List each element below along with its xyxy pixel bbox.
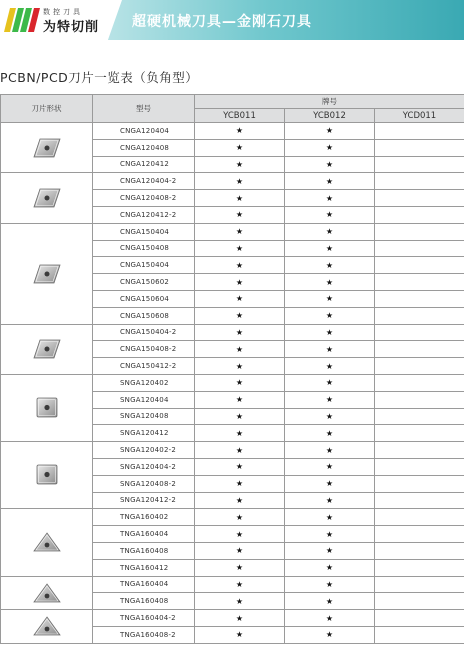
rhombic-80-insert-icon xyxy=(32,263,62,285)
triangle-insert-icon xyxy=(32,531,62,553)
grade-cell-ycd011 xyxy=(375,374,464,391)
grade-cell-ycb012: ★ xyxy=(285,139,375,156)
grade-cell-ycb011: ★ xyxy=(195,509,285,526)
insert-shape-cell xyxy=(1,123,93,173)
grade-cell-ycd011 xyxy=(375,240,464,257)
grade-cell-ycd011 xyxy=(375,206,464,223)
model-cell: SNGA120404-2 xyxy=(93,458,195,475)
grade-cell-ycb012: ★ xyxy=(285,610,375,627)
rhombic-80-insert-icon xyxy=(32,187,62,209)
grade-cell-ycd011 xyxy=(375,542,464,559)
grade-cell-ycd011 xyxy=(375,290,464,307)
model-cell: CNGA120404-2 xyxy=(93,173,195,190)
grade-cell-ycb012: ★ xyxy=(285,391,375,408)
table-row xyxy=(1,442,464,459)
grade-cell-ycb012: ★ xyxy=(285,223,375,240)
insert-shape-cell xyxy=(1,324,93,374)
grade-cell-ycd011 xyxy=(375,307,464,324)
grade-cell-ycb011: ★ xyxy=(195,290,285,307)
logo-brand-name: 为特切削 xyxy=(43,20,100,35)
grade-cell-ycd011 xyxy=(375,156,464,173)
header-grade-ycb012: YCB012 xyxy=(285,109,375,123)
model-cell: CNGA150404-2 xyxy=(93,324,195,341)
grade-cell-ycb011: ★ xyxy=(195,123,285,140)
grade-cell-ycd011 xyxy=(375,358,464,375)
table-row xyxy=(1,576,464,593)
grade-cell-ycd011 xyxy=(375,526,464,543)
grade-cell-ycb012: ★ xyxy=(285,240,375,257)
grade-cell-ycb012: ★ xyxy=(285,358,375,375)
grade-cell-ycb011: ★ xyxy=(195,257,285,274)
grade-cell-ycd011 xyxy=(375,458,464,475)
grade-cell-ycb011: ★ xyxy=(195,324,285,341)
insert-shape-cell xyxy=(1,442,93,509)
grade-cell-ycd011 xyxy=(375,274,464,291)
model-cell: SNGA120402 xyxy=(93,374,195,391)
grade-cell-ycd011 xyxy=(375,341,464,358)
insert-shape-cell xyxy=(1,223,93,324)
insert-shape-cell xyxy=(1,173,93,223)
grade-cell-ycb011: ★ xyxy=(195,240,285,257)
grade-cell-ycb012: ★ xyxy=(285,206,375,223)
model-cell: SNGA120404 xyxy=(93,391,195,408)
grade-cell-ycd011 xyxy=(375,223,464,240)
grade-cell-ycd011 xyxy=(375,442,464,459)
grade-cell-ycb012: ★ xyxy=(285,173,375,190)
model-cell: TNGA160404 xyxy=(93,526,195,543)
model-cell: CNGA150404 xyxy=(93,257,195,274)
grade-cell-ycd011 xyxy=(375,190,464,207)
model-cell: CNGA150404 xyxy=(93,223,195,240)
grade-cell-ycb011: ★ xyxy=(195,391,285,408)
grade-cell-ycb011: ★ xyxy=(195,173,285,190)
table-row xyxy=(1,223,464,240)
grade-cell-ycd011 xyxy=(375,425,464,442)
table-row xyxy=(1,374,464,391)
header-grade-ycd011: YCD011 xyxy=(375,109,464,123)
grade-cell-ycd011 xyxy=(375,610,464,627)
square-insert-icon xyxy=(34,396,60,420)
model-cell: SNGA120412-2 xyxy=(93,492,195,509)
grade-cell-ycb011: ★ xyxy=(195,576,285,593)
grade-cell-ycb012: ★ xyxy=(285,190,375,207)
model-cell: CNGA150408-2 xyxy=(93,341,195,358)
grade-cell-ycd011 xyxy=(375,492,464,509)
grade-cell-ycb012: ★ xyxy=(285,442,375,459)
square-insert-icon xyxy=(34,463,60,487)
grade-cell-ycb011: ★ xyxy=(195,492,285,509)
grade-cell-ycb011: ★ xyxy=(195,139,285,156)
grade-cell-ycb011: ★ xyxy=(195,593,285,610)
grade-cell-ycd011 xyxy=(375,576,464,593)
model-cell: SNGA120408-2 xyxy=(93,475,195,492)
grade-cell-ycb012: ★ xyxy=(285,526,375,543)
grade-cell-ycb012: ★ xyxy=(285,542,375,559)
grade-cell-ycd011 xyxy=(375,475,464,492)
grade-cell-ycb011: ★ xyxy=(195,626,285,643)
grade-cell-ycb012: ★ xyxy=(285,475,375,492)
grade-cell-ycb011: ★ xyxy=(195,223,285,240)
model-cell: TNGA160404 xyxy=(93,576,195,593)
grade-cell-ycb012: ★ xyxy=(285,509,375,526)
grade-cell-ycb012: ★ xyxy=(285,374,375,391)
grade-cell-ycd011 xyxy=(375,626,464,643)
grade-cell-ycd011 xyxy=(375,257,464,274)
grade-cell-ycb012: ★ xyxy=(285,257,375,274)
model-cell: CNGA150608 xyxy=(93,307,195,324)
grade-cell-ycb012: ★ xyxy=(285,492,375,509)
grade-cell-ycb012: ★ xyxy=(285,576,375,593)
grade-cell-ycb011: ★ xyxy=(195,206,285,223)
grade-cell-ycb011: ★ xyxy=(195,408,285,425)
grade-cell-ycd011 xyxy=(375,173,464,190)
header-title: 超硬机械刀具—金刚石刀具 xyxy=(132,14,312,30)
grade-cell-ycd011 xyxy=(375,139,464,156)
rhombic-80-insert-icon xyxy=(32,338,62,360)
table-row xyxy=(1,324,464,341)
table-row xyxy=(1,173,464,190)
grade-cell-ycb012: ★ xyxy=(285,425,375,442)
grade-cell-ycb011: ★ xyxy=(195,190,285,207)
model-cell: CNGA120408-2 xyxy=(93,190,195,207)
grade-cell-ycb012: ★ xyxy=(285,123,375,140)
grade-cell-ycb011: ★ xyxy=(195,274,285,291)
model-cell: TNGA160408-2 xyxy=(93,626,195,643)
model-cell: CNGA150602 xyxy=(93,274,195,291)
page-title: PCBN/PCD刀片一览表（负角型） xyxy=(0,70,199,85)
grade-cell-ycb012: ★ xyxy=(285,324,375,341)
grade-cell-ycb012: ★ xyxy=(285,290,375,307)
grade-cell-ycb012: ★ xyxy=(285,559,375,576)
grade-cell-ycb011: ★ xyxy=(195,559,285,576)
table-row xyxy=(1,509,464,526)
grade-cell-ycb012: ★ xyxy=(285,307,375,324)
table-row xyxy=(1,123,464,140)
triangle-insert-icon xyxy=(32,615,62,637)
model-cell: CNGA120412 xyxy=(93,156,195,173)
insert-shape-cell xyxy=(1,509,93,576)
model-cell: TNGA160408 xyxy=(93,593,195,610)
grade-cell-ycb011: ★ xyxy=(195,526,285,543)
grade-cell-ycb011: ★ xyxy=(195,425,285,442)
grade-cell-ycb011: ★ xyxy=(195,156,285,173)
logo-stripes-icon xyxy=(4,8,42,32)
grade-cell-ycd011 xyxy=(375,559,464,576)
model-cell: CNGA150604 xyxy=(93,290,195,307)
model-cell: SNGA120412 xyxy=(93,425,195,442)
grade-cell-ycb011: ★ xyxy=(195,442,285,459)
grade-cell-ycb012: ★ xyxy=(285,458,375,475)
grade-cell-ycb012: ★ xyxy=(285,341,375,358)
header-grade: 牌号 xyxy=(195,95,464,109)
grade-cell-ycd011 xyxy=(375,408,464,425)
model-cell: CNGA120404 xyxy=(93,123,195,140)
header-banner xyxy=(0,0,464,40)
header-shape: 刀片形状 xyxy=(1,95,93,123)
grade-cell-ycb011: ★ xyxy=(195,341,285,358)
model-cell: SNGA120408 xyxy=(93,408,195,425)
grade-cell-ycb012: ★ xyxy=(285,626,375,643)
model-cell: CNGA150408 xyxy=(93,240,195,257)
model-cell: TNGA160412 xyxy=(93,559,195,576)
grade-cell-ycb011: ★ xyxy=(195,307,285,324)
grade-cell-ycb011: ★ xyxy=(195,358,285,375)
model-cell: CNGA120408 xyxy=(93,139,195,156)
grade-cell-ycb011: ★ xyxy=(195,475,285,492)
insert-table xyxy=(0,94,464,644)
model-cell: CNGA150412-2 xyxy=(93,358,195,375)
grade-cell-ycb011: ★ xyxy=(195,458,285,475)
insert-shape-cell xyxy=(1,374,93,441)
grade-cell-ycb012: ★ xyxy=(285,274,375,291)
grade-cell-ycd011 xyxy=(375,324,464,341)
grade-cell-ycb012: ★ xyxy=(285,593,375,610)
insert-shape-cell xyxy=(1,576,93,610)
triangle-insert-icon xyxy=(32,582,62,604)
table-row xyxy=(1,610,464,627)
grade-cell-ycb011: ★ xyxy=(195,374,285,391)
grade-cell-ycd011 xyxy=(375,509,464,526)
insert-shape-cell xyxy=(1,610,93,644)
grade-cell-ycd011 xyxy=(375,593,464,610)
header-grade-ycb011: YCB011 xyxy=(195,109,285,123)
model-cell: TNGA160408 xyxy=(93,542,195,559)
logo-tagline: 数控刀具 xyxy=(43,8,83,16)
header-model: 型号 xyxy=(93,95,195,123)
grade-cell-ycb012: ★ xyxy=(285,408,375,425)
grade-cell-ycd011 xyxy=(375,123,464,140)
model-cell: SNGA120402-2 xyxy=(93,442,195,459)
grade-cell-ycd011 xyxy=(375,391,464,408)
rhombic-80-insert-icon xyxy=(32,137,62,159)
model-cell: CNGA120412-2 xyxy=(93,206,195,223)
grade-cell-ycb011: ★ xyxy=(195,610,285,627)
grade-cell-ycb011: ★ xyxy=(195,542,285,559)
grade-cell-ycb012: ★ xyxy=(285,156,375,173)
model-cell: TNGA160402 xyxy=(93,509,195,526)
model-cell: TNGA160404-2 xyxy=(93,610,195,627)
